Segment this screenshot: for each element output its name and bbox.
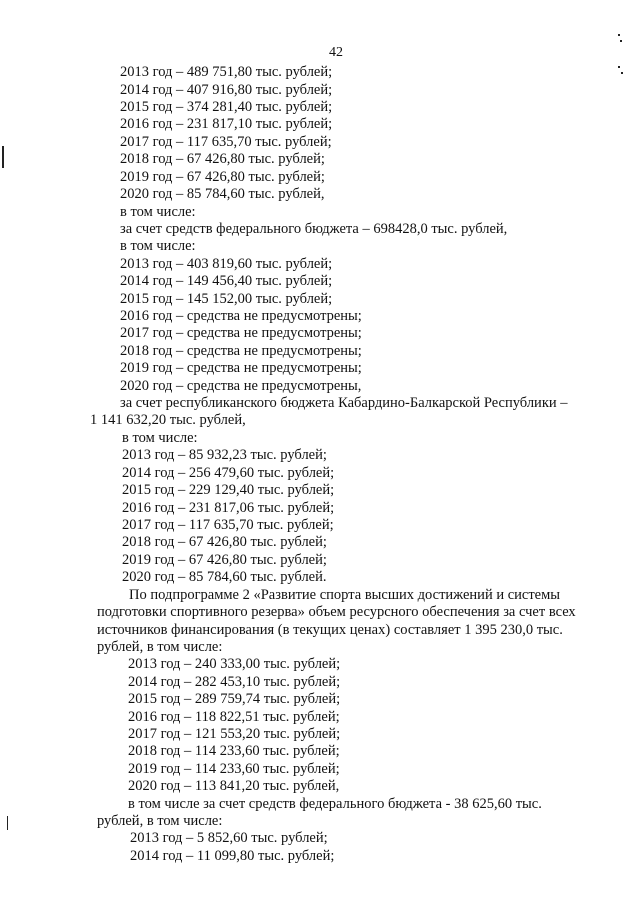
text-line: 2019 год – 67 426,80 тыс. рублей; [120, 169, 325, 185]
text-line: рублей, в том числе: [97, 639, 223, 655]
text-line: 2020 год – средства не предусмотрены, [120, 378, 362, 394]
text-line: 2015 год – 374 281,40 тыс. рублей; [120, 99, 333, 115]
scan-mark-left-bottom [7, 816, 8, 830]
text-line: в том числе: [120, 204, 196, 220]
text-line: за счет республиканского бюджета Кабардино-Балкарской Республики – [120, 395, 568, 411]
text-line: 2015 год – 289 759,74 тыс. рублей; [128, 691, 341, 707]
text-line: 2014 год – 407 916,80 тыс. рублей; [120, 82, 333, 98]
text-line: за счет средств федерального бюджета – 698428,0 тыс. рублей, [120, 221, 508, 237]
text-line: 2013 год – 403 819,60 тыс. рублей; [120, 256, 333, 272]
text-line: источников финансирования (в текущих ценах) составляет 1 395 230,0 тыс. [97, 622, 563, 638]
text-line: 2016 год – средства не предусмотрены; [120, 308, 362, 324]
text-line: 2014 год – 282 453,10 тыс. рублей; [128, 674, 341, 690]
text-line: 2016 год – 231 817,10 тыс. рублей; [120, 116, 333, 132]
text-line: 2015 год – 145 152,00 тыс. рублей; [120, 291, 333, 307]
text-line: 2013 год – 5 852,60 тыс. рублей; [130, 830, 328, 846]
scan-speck-2 [620, 40, 622, 42]
text-line: 2014 год – 11 099,80 тыс. рублей; [130, 848, 335, 864]
scan-speck-4 [621, 72, 623, 74]
text-line: 2016 год – 231 817,06 тыс. рублей; [122, 500, 335, 516]
text-line: 2017 год – 117 635,70 тыс. рублей; [120, 134, 332, 150]
text-line: 2017 год – 121 553,20 тыс. рублей; [128, 726, 341, 742]
text-line: 2013 год – 489 751,80 тыс. рублей; [120, 64, 333, 80]
text-line: 2016 год – 118 822,51 тыс. рублей; [128, 709, 340, 725]
text-line: 1 141 632,20 тыс. рублей, [90, 412, 246, 428]
text-line: в том числе: [122, 430, 198, 446]
text-line: 2018 год – 67 426,80 тыс. рублей; [120, 151, 325, 167]
text-line: 2017 год – средства не предусмотрены; [120, 325, 362, 341]
text-line: 2013 год – 240 333,00 тыс. рублей; [128, 656, 341, 672]
scan-speck-1 [618, 34, 620, 36]
text-line: 2020 год – 85 784,60 тыс. рублей. [122, 569, 327, 585]
scan-mark-left-top [2, 146, 4, 168]
text-line: 2020 год – 113 841,20 тыс. рублей, [128, 778, 340, 794]
text-line: 2014 год – 149 456,40 тыс. рублей; [120, 273, 333, 289]
text-line: 2013 год – 85 932,23 тыс. рублей; [122, 447, 327, 463]
text-line: 2018 год – средства не предусмотрены; [120, 343, 362, 359]
text-line: 2018 год – 114 233,60 тыс. рублей; [128, 743, 340, 759]
text-line: 2019 год – средства не предусмотрены; [120, 360, 362, 376]
text-line: По подпрограмме 2 «Развитие спорта высших достижений и системы [129, 587, 561, 603]
scan-speck-3 [618, 66, 620, 68]
text-line: в том числе: [120, 238, 196, 254]
text-line: 2015 год – 229 129,40 тыс. рублей; [122, 482, 335, 498]
text-line: 2014 год – 256 479,60 тыс. рублей; [122, 465, 335, 481]
text-line: рублей, в том числе: [97, 813, 223, 829]
text-line: 2017 год – 117 635,70 тыс. рублей; [122, 517, 334, 533]
text-line: 2020 год – 85 784,60 тыс. рублей, [120, 186, 325, 202]
page-number: 42 [329, 45, 343, 60]
text-line: в том числе за счет средств федерального бюджета - 38 625,60 тыс. [128, 796, 542, 812]
text-line: 2019 год – 114 233,60 тыс. рублей; [128, 761, 340, 777]
text-line: 2018 год – 67 426,80 тыс. рублей; [122, 534, 327, 550]
text-line: 2019 год – 67 426,80 тыс. рублей; [122, 552, 327, 568]
text-line: подготовки спортивного резерва» объем ресурсного обеспечения за счет всех [97, 604, 576, 620]
